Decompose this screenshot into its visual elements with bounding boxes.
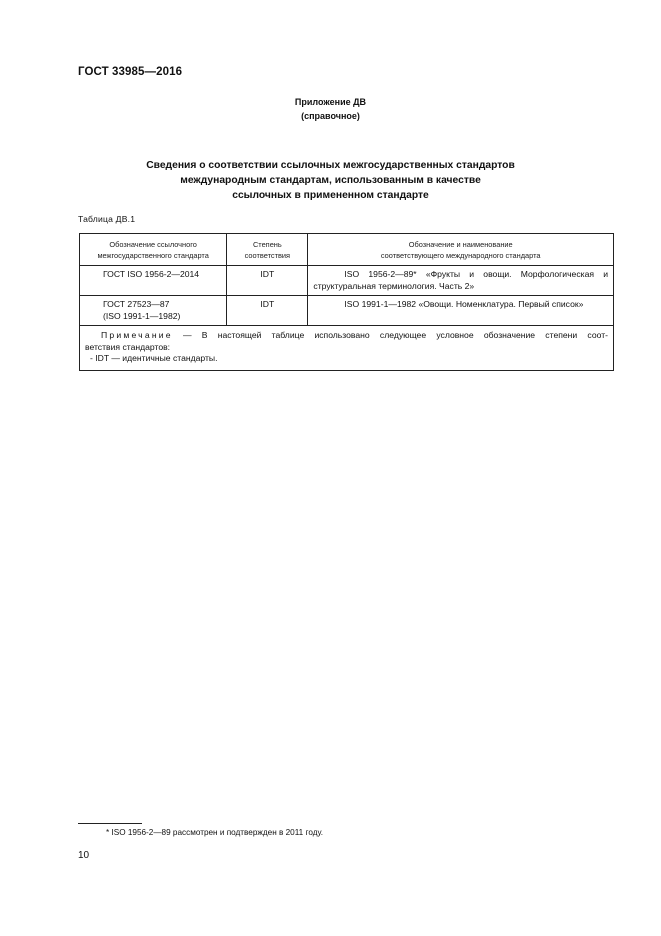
table-caption: Таблица ДВ.1 [78,214,136,224]
cell-text: ISO 1956-2—89* «Фрукты и овощи. Морфологическая и [344,269,608,279]
annex-heading [0,158,661,203]
annex-heading-line-2: международным стандартам, использованным в качестве [180,175,481,186]
cell-text: ГОСТ ISO 1956-2—2014 [103,269,200,279]
cell-text: ISO 1991-1—1982 «Овощи. Номенклатура. Первый список» [344,299,584,309]
standard-code: ГОСТ 33985—2016 [78,66,183,78]
page-number: 10 [78,850,90,861]
header-text: соответствия [244,250,291,260]
header-text: Степень [252,239,282,249]
table-note [80,326,614,371]
header-text: соответствующего международного стандарта [380,250,541,260]
note-line-2: ветствия стандартов: [85,341,171,352]
correspondence-table [79,233,614,371]
table-note-row [80,326,614,371]
header-text: Обозначение и наименование [408,239,513,249]
annex-heading-line-1: Сведения о соответствии ссылочных межгосударственных стандартов [146,160,515,171]
header-reference-standard [80,234,227,266]
note-line-1 [85,330,608,342]
cell-text: ГОСТ 27523—87 [103,299,170,309]
table-row [80,296,614,326]
note-label: Примечание [101,330,173,340]
international-standard-cell [308,266,614,296]
international-standard-cell [308,296,614,326]
note-line-3: - IDT — идентичные стандарты. [90,353,218,363]
cell-text: (ISO 1991-1—1982) [103,310,181,321]
header-text: межгосударственного стандарта [97,250,209,260]
degree-cell: IDT [227,266,308,296]
annex-label [0,95,661,123]
header-text: Обозначение ссылочного [109,239,197,249]
header-international-standard [308,234,614,266]
annex-title: Приложение ДВ [294,97,367,107]
reference-standard-cell [80,266,227,296]
annex-status: (справочное) [301,111,360,121]
degree-cell: IDT [227,296,308,326]
table-row [80,266,614,296]
annex-heading-line-3: ссылочных в примененном стандарте [232,190,429,201]
note-text: — В настоящей таблице использовано следующее условное обозначение степени соот- [172,330,608,340]
footnote: * ISO 1956-2—89 рассмотрен и подтвержден в 2011 году. [106,828,324,837]
header-degree [227,234,308,266]
cell-text: структуральная терминология. Часть 2» [313,280,475,291]
reference-standard-cell [80,296,227,326]
table-header-row [80,234,614,266]
footnote-divider [78,823,142,824]
